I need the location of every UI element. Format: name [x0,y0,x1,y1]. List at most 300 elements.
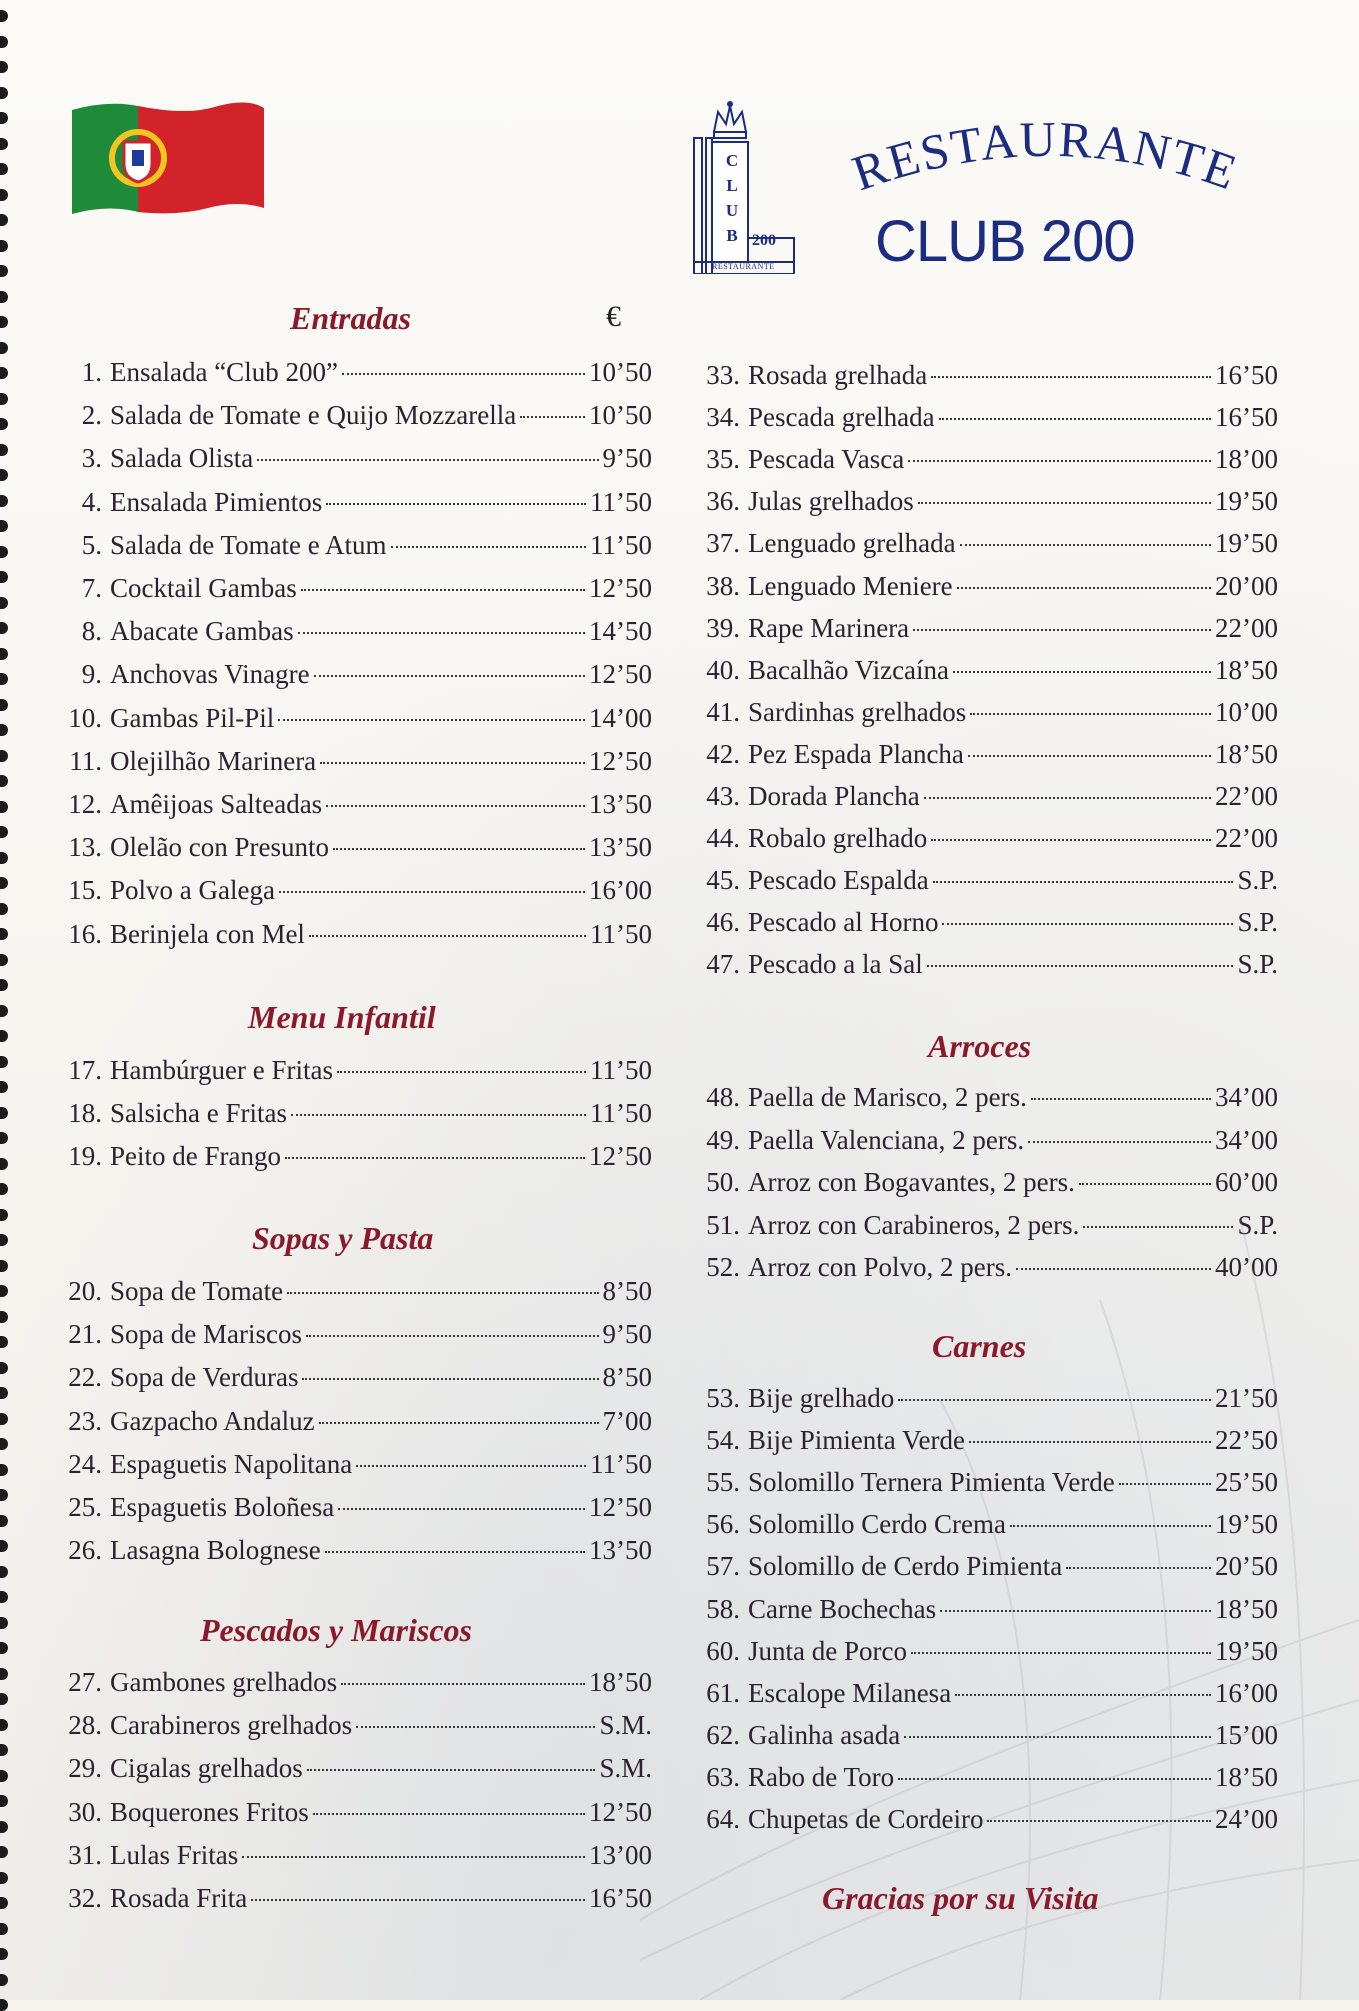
binding-ring [0,597,8,609]
binding-ring [0,1336,8,1348]
binding-ring [0,87,8,99]
binding-ring [0,1693,8,1705]
menu-item-name: Peito de Frango [110,1141,281,1172]
binding-ring [0,393,8,405]
menu-item-price: 10’00 [1215,696,1278,727]
binding-ring [0,1285,8,1297]
menu-item-name: Rosada grelhada [748,360,928,390]
binding-ring [0,1999,8,2011]
binding-ring [0,673,8,685]
menu-item-number: 32. [68,1883,102,1913]
menu-item-price: 19’50 [1215,528,1278,559]
menu-item [700,360,1278,390]
logo-letter-b: B [726,226,738,245]
menu-item [58,1667,652,1697]
dot-leader [301,589,585,591]
menu-item-price: 13’50 [589,1535,652,1566]
restaurant-name-main: CLUB 200 [875,209,1135,274]
menu-item-number: 63. [706,1761,740,1792]
dot-leader [279,891,585,893]
net-decoration [640,1100,1359,2000]
menu-item-number: 5. [81,529,102,560]
binding-ring [0,1923,8,1935]
menu-item-name: Anchovas Vinagre [110,659,310,690]
binding-ring [0,826,8,838]
dot-leader [306,1335,599,1337]
binding-ring [0,10,8,22]
dot-leader [933,881,1234,883]
menu-item-price: 12’50 [589,573,652,603]
menu-item-number: 43. [706,781,740,811]
dot-leader [309,935,586,937]
menu-item-price: S.P. [1237,949,1278,980]
dot-leader [927,965,1234,967]
menu-item-number: 24. [68,1448,102,1479]
binding-ring [0,1311,8,1323]
menu-item-price: 18’50 [1215,1761,1278,1792]
dot-leader [356,1726,595,1728]
logo-letter-u: U [725,201,739,220]
menu-item-name: Dorada Plancha [748,781,920,811]
menu-item-name: Bacalhão Vizcaína [748,654,950,685]
menu-item-number: 16. [68,918,102,949]
menu-item [58,357,652,387]
binding-ring [0,1872,8,1884]
logo-letter-c: C [725,151,739,170]
binding-ring [0,1158,8,1170]
menu-item-name: Salsicha e Fritas [110,1098,287,1129]
dot-leader [356,1465,586,1467]
menu-item-price: 12’50 [589,1141,652,1172]
menu-item-name: Cigalas grelhados [110,1753,303,1784]
binding-ring [0,1897,8,1909]
menu-item-number: 27. [68,1667,102,1697]
menu-item [58,746,652,776]
menu-item-number: 41. [706,696,740,727]
portugal-flag-icon [68,100,268,218]
dot-leader [520,416,585,418]
menu-item-name: Chupetas de Cordeiro [748,1804,984,1834]
menu-item-price: 13’00 [589,1839,652,1870]
binding-ring [0,1387,8,1399]
menu-item-number: 1. [81,357,102,387]
dot-leader [307,1769,596,1771]
menu-item-name: Salada de Tomate e Quijo Mozzarella [110,400,517,431]
binding-ring [0,61,8,73]
menu-item-name: Sardinhas grelhados [748,696,967,727]
menu-item-number: 45. [706,865,740,896]
menu-item-number: 51. [706,1209,740,1240]
menu-item-price: 18’50 [1215,654,1278,685]
menu-item-name: Berinjela con Mel [110,918,305,949]
menu-item-number: 30. [68,1796,102,1827]
menu-item-price: 18’00 [1215,444,1278,475]
menu-item [700,655,1278,685]
menu-item-number: 25. [68,1492,102,1522]
section-title-carnes: Carnes [932,1328,1027,1364]
menu-item-number: 20. [68,1276,102,1306]
menu-item [700,907,1278,937]
menu-item-name: Pescado a la Sal [748,949,923,980]
menu-item-number: 40. [706,654,740,685]
menu-item-price: 10’50 [589,357,652,387]
menu-item-name: Rabo de Toro [748,1761,895,1792]
binding-ring [0,622,8,634]
menu-item [58,443,652,473]
menu-item [700,402,1278,432]
binding-ring [0,189,8,201]
binding-ring [0,1362,8,1374]
binding-ring [0,903,8,915]
menu-item-name: Pez Espada Plancha [748,738,964,769]
dot-leader [908,460,1211,462]
menu-item [58,487,652,517]
menu-item [58,1797,652,1827]
menu-item-number: 26. [68,1535,102,1566]
menu-item [700,528,1278,558]
menu-item-price: 14’50 [589,616,652,647]
dot-leader [313,1813,585,1815]
menu-item-name: Hambúrguer e Fritas [110,1055,333,1085]
menu-item-number: 3. [81,443,102,474]
menu-item-price: 13’50 [589,789,652,819]
binding-ring [0,1591,8,1603]
menu-item [700,949,1278,979]
menu-item-price: 19’50 [1215,1635,1278,1666]
binding-ring [0,954,8,966]
svg-text:RESTAURANTE: RESTAURANTE [845,120,1246,202]
binding-ring [0,36,8,48]
binding-ring [0,342,8,354]
menu-item-name: Boquerones Fritos [110,1796,309,1827]
menu-item-name: Rape Marinera [748,612,910,643]
binding-ring [0,1515,8,1527]
menu-item-name: Pescado al Horno [748,907,939,938]
menu-item-number: 46. [706,907,740,938]
binding-ring [0,1642,8,1654]
menu-item-number: 37. [706,528,740,559]
menu-item-number: 15. [68,875,102,906]
menu-item-price: 16’50 [589,1883,652,1913]
binding-ring [0,571,8,583]
menu-item-number: 64. [706,1804,740,1834]
menu-item-number: 60. [706,1635,740,1666]
binding-ring [0,1056,8,1068]
menu-item [58,1098,652,1128]
menu-item [58,1141,652,1171]
binding-ring [0,1438,8,1450]
section-title-entradas: Entradas [290,300,411,336]
binding-ring [0,265,8,277]
menu-item-price: 16’00 [589,875,652,906]
menu-item-name: Julas grelhados [748,486,914,517]
menu-item-price: 18’50 [1215,1593,1278,1624]
menu-item-price: 22’00 [1215,612,1278,643]
menu-item-name: Amêijoas Salteadas [110,789,323,819]
menu-item-number: 62. [706,1719,740,1750]
menu-item [700,571,1278,601]
menu-item-price: 11’50 [590,918,652,949]
binding-ring [0,520,8,532]
menu-item-number: 13. [68,832,102,863]
menu-item-number: 49. [706,1124,740,1155]
menu-item-name: Paella Valenciana, 2 pers. [748,1124,1025,1155]
menu-item-number: 34. [706,402,740,433]
binding-ring [0,1770,8,1782]
dot-leader [931,376,1211,378]
menu-item-price: 13’50 [589,832,652,863]
menu-item-price: 16’00 [1215,1677,1278,1708]
menu-item-price: 9’50 [602,443,652,474]
menu-item-number: 12. [68,789,102,819]
logo-letters [714,148,750,248]
dot-leader [285,1157,585,1159]
menu-item-price: 11’50 [590,1098,652,1129]
menu-item [58,1535,652,1565]
menu-item-number: 57. [706,1551,740,1582]
closing-message: Gracias por su Visita [822,1880,1099,1916]
dot-leader [257,459,598,461]
menu-item-name: Salada de Tomate e Atum [110,529,387,560]
dot-leader [320,762,585,764]
menu-item-name: Gazpacho Andaluz [110,1405,315,1436]
menu-item-price: 22’00 [1215,823,1278,854]
menu-item [58,1883,652,1913]
dot-leader [960,544,1211,546]
menu-item [58,832,652,862]
binding-ring [0,1081,8,1093]
binding-ring [0,1846,8,1858]
menu-item-price: S.M. [599,1710,652,1741]
menu-item [58,1406,652,1436]
logo-number: 200 [752,232,776,249]
dot-leader [913,629,1211,631]
dot-leader [918,502,1211,504]
menu-item-price: 60’00 [1215,1167,1278,1197]
menu-item-name: Arroz con Carabineros, 2 pers. [748,1209,1080,1240]
menu-item-price: 25’50 [1215,1467,1278,1498]
menu-item-number: 7. [81,573,102,603]
dot-leader [326,503,586,505]
dot-leader [242,1856,585,1858]
menu-item-price: 34’00 [1215,1082,1278,1112]
binding-ring [0,495,8,507]
binding-ring [0,546,8,558]
menu-item-number: 8. [81,616,102,647]
menu-item-number: 48. [706,1082,740,1112]
binding-ring [0,801,8,813]
menu-item-name: Galinha asada [748,1719,901,1750]
binding-ring [0,469,8,481]
dot-leader [251,1899,585,1901]
binding-ring [0,877,8,889]
menu-item [700,739,1278,769]
dot-leader [314,675,585,677]
menu-item-number: 56. [706,1509,740,1540]
menu-item-name: Lenguado grelhada [748,528,956,559]
logo-subtitle: RESTAURANTE [712,262,775,271]
dot-leader [287,1292,598,1294]
binding-ring [0,1489,8,1501]
binding-ring [0,1974,8,1986]
menu-item-number: 61. [706,1677,740,1708]
menu-item [700,823,1278,853]
menu-item-name: Sopa de Tomate [110,1276,284,1306]
binding-ring [0,775,8,787]
binding-ring [0,699,8,711]
menu-item-name: Escalope Milanesa [748,1677,952,1708]
menu-item-price: 8’50 [602,1276,652,1306]
menu-item-name: Gambones grelhados [110,1667,338,1697]
binding-ring [0,163,8,175]
menu-item [58,1710,652,1740]
dot-leader [391,546,586,548]
menu-item-number: 35. [706,444,740,475]
binding-ring [0,1795,8,1807]
binding-ring [0,928,8,940]
dot-leader [970,713,1211,715]
menu-item-price: 34’00 [1215,1124,1278,1155]
menu-item [58,1753,652,1783]
binding-ring [0,1183,8,1195]
binding-ring [0,291,8,303]
menu-item-number: 17. [68,1055,102,1085]
menu-item-number: 4. [81,486,102,517]
dot-leader [968,755,1211,757]
menu-item-name: Carabineros grelhados [110,1710,353,1741]
menu-item-price: 12’50 [589,659,652,690]
menu-item-price: 15’00 [1215,1719,1278,1750]
menu-item-name: Solomillo Cerdo Crema [748,1509,1006,1540]
menu-item-number: 9. [81,659,102,690]
menu-item-number: 21. [68,1319,102,1350]
menu-item-price: 22’50 [1215,1425,1278,1456]
menu-item-name: Abacate Gambas [110,616,294,647]
menu-item-name: Carne Bochechas [748,1593,937,1624]
menu-item-price: 16’50 [1215,402,1278,433]
dot-leader [278,719,585,721]
menu-item-name: Arroz con Polvo, 2 pers. [748,1252,1012,1282]
menu-item-name: Ensalada Pimientos [110,486,323,517]
menu-item-price: 11’50 [590,1055,652,1085]
menu-item [58,875,652,905]
menu-item-price: 40’00 [1215,1252,1278,1282]
binding-ring [0,240,8,252]
binding-ring [0,367,8,379]
menu-item-price: 24’00 [1215,1804,1278,1834]
menu-item-price: S.P. [1237,907,1278,938]
menu-item [700,781,1278,811]
binding-ring [0,1464,8,1476]
menu-item-name: Solomillo Ternera Pimienta Verde [748,1467,1115,1498]
menu-item [58,1276,652,1306]
menu-item [58,789,652,819]
menu-item-price: 16’50 [1215,360,1278,390]
binding-ring [0,648,8,660]
menu-item-price: 12’50 [589,745,652,776]
section-title-arroces: Arroces [928,1028,1032,1064]
binding-ring [0,1566,8,1578]
logo-letter-l: L [726,176,738,195]
section-title-sopas: Sopas y Pasta [252,1220,434,1256]
menu-item-number: 54. [706,1425,740,1456]
menu-item-number: 50. [706,1167,740,1197]
menu-item-name: Lenguado Meniere [748,570,953,601]
menu-item-number: 18. [68,1098,102,1129]
dot-leader [302,1378,598,1380]
binding-ring [0,1617,8,1629]
menu-item-name: Espaguetis Boloñesa [110,1492,335,1522]
menu-item-price: 12’50 [589,1492,652,1522]
currency-header: € [606,300,621,333]
dot-leader [333,848,585,850]
dot-leader [341,1683,585,1685]
menu-item-number: 58. [706,1593,740,1624]
binding-ring [0,1719,8,1731]
dot-leader [924,797,1211,799]
menu-item-name: Pescada Vasca [748,444,905,475]
dot-leader [326,805,585,807]
dot-leader [942,923,1233,925]
menu-item-name: Ensalada “Club 200” [110,357,338,387]
menu-item-name: Gambas Pil-Pil [110,702,275,733]
menu-item-price: 11’50 [590,529,652,560]
menu-item-name: Sopa de Mariscos [110,1319,302,1350]
menu-item-price: S.P. [1237,1209,1278,1240]
binding-ring [0,1260,8,1272]
menu-item-number: 36. [706,486,740,517]
menu-item-number: 47. [706,949,740,980]
menu-item-name: Robalo grelhado [748,823,928,854]
menu-item-name: Solomillo de Cerdo Pimienta [748,1551,1063,1582]
menu-item [58,1840,652,1870]
menu-item-name: Espaguetis Napolitana [110,1448,353,1479]
menu-item-name: Polvo a Galega [110,875,275,906]
menu-item [700,486,1278,516]
binding-ring [0,1005,8,1017]
menu-item-price: 18’50 [589,1667,652,1697]
binding-ring [0,112,8,124]
menu-item [58,530,652,560]
binding-ring [0,1413,8,1425]
dot-leader [939,418,1211,420]
menu-item-price: 20’00 [1215,570,1278,601]
menu-item [700,444,1278,474]
menu-item [700,697,1278,727]
menu-item-name: Paella de Marisco, 2 pers. [748,1082,1027,1112]
section-title-infantil: Menu Infantil [248,999,436,1035]
menu-item-number: 31. [68,1839,102,1870]
menu-item-name: Olelão con Presunto [110,832,329,863]
menu-item-number: 22. [68,1362,102,1393]
menu-item-number: 29. [68,1753,102,1784]
menu-item-number: 23. [68,1405,102,1436]
menu-item-number: 11. [69,745,102,776]
menu-item-name: Rosada Frita [110,1883,248,1913]
menu-item [58,1362,652,1392]
menu-item [58,703,652,733]
section-title-pescados: Pescados y Mariscos [200,1612,472,1648]
menu-item-price: 19’50 [1215,1509,1278,1540]
menu-item-price: 7’00 [602,1405,652,1436]
binding-ring [0,1107,8,1119]
binding-ring [0,138,8,150]
menu-item-number: 55. [706,1467,740,1498]
menu-item-name: Bije grelhado [748,1383,895,1413]
binding-ring [0,316,8,328]
menu-item-name: Pescada grelhada [748,402,935,433]
dot-leader [325,1551,585,1553]
